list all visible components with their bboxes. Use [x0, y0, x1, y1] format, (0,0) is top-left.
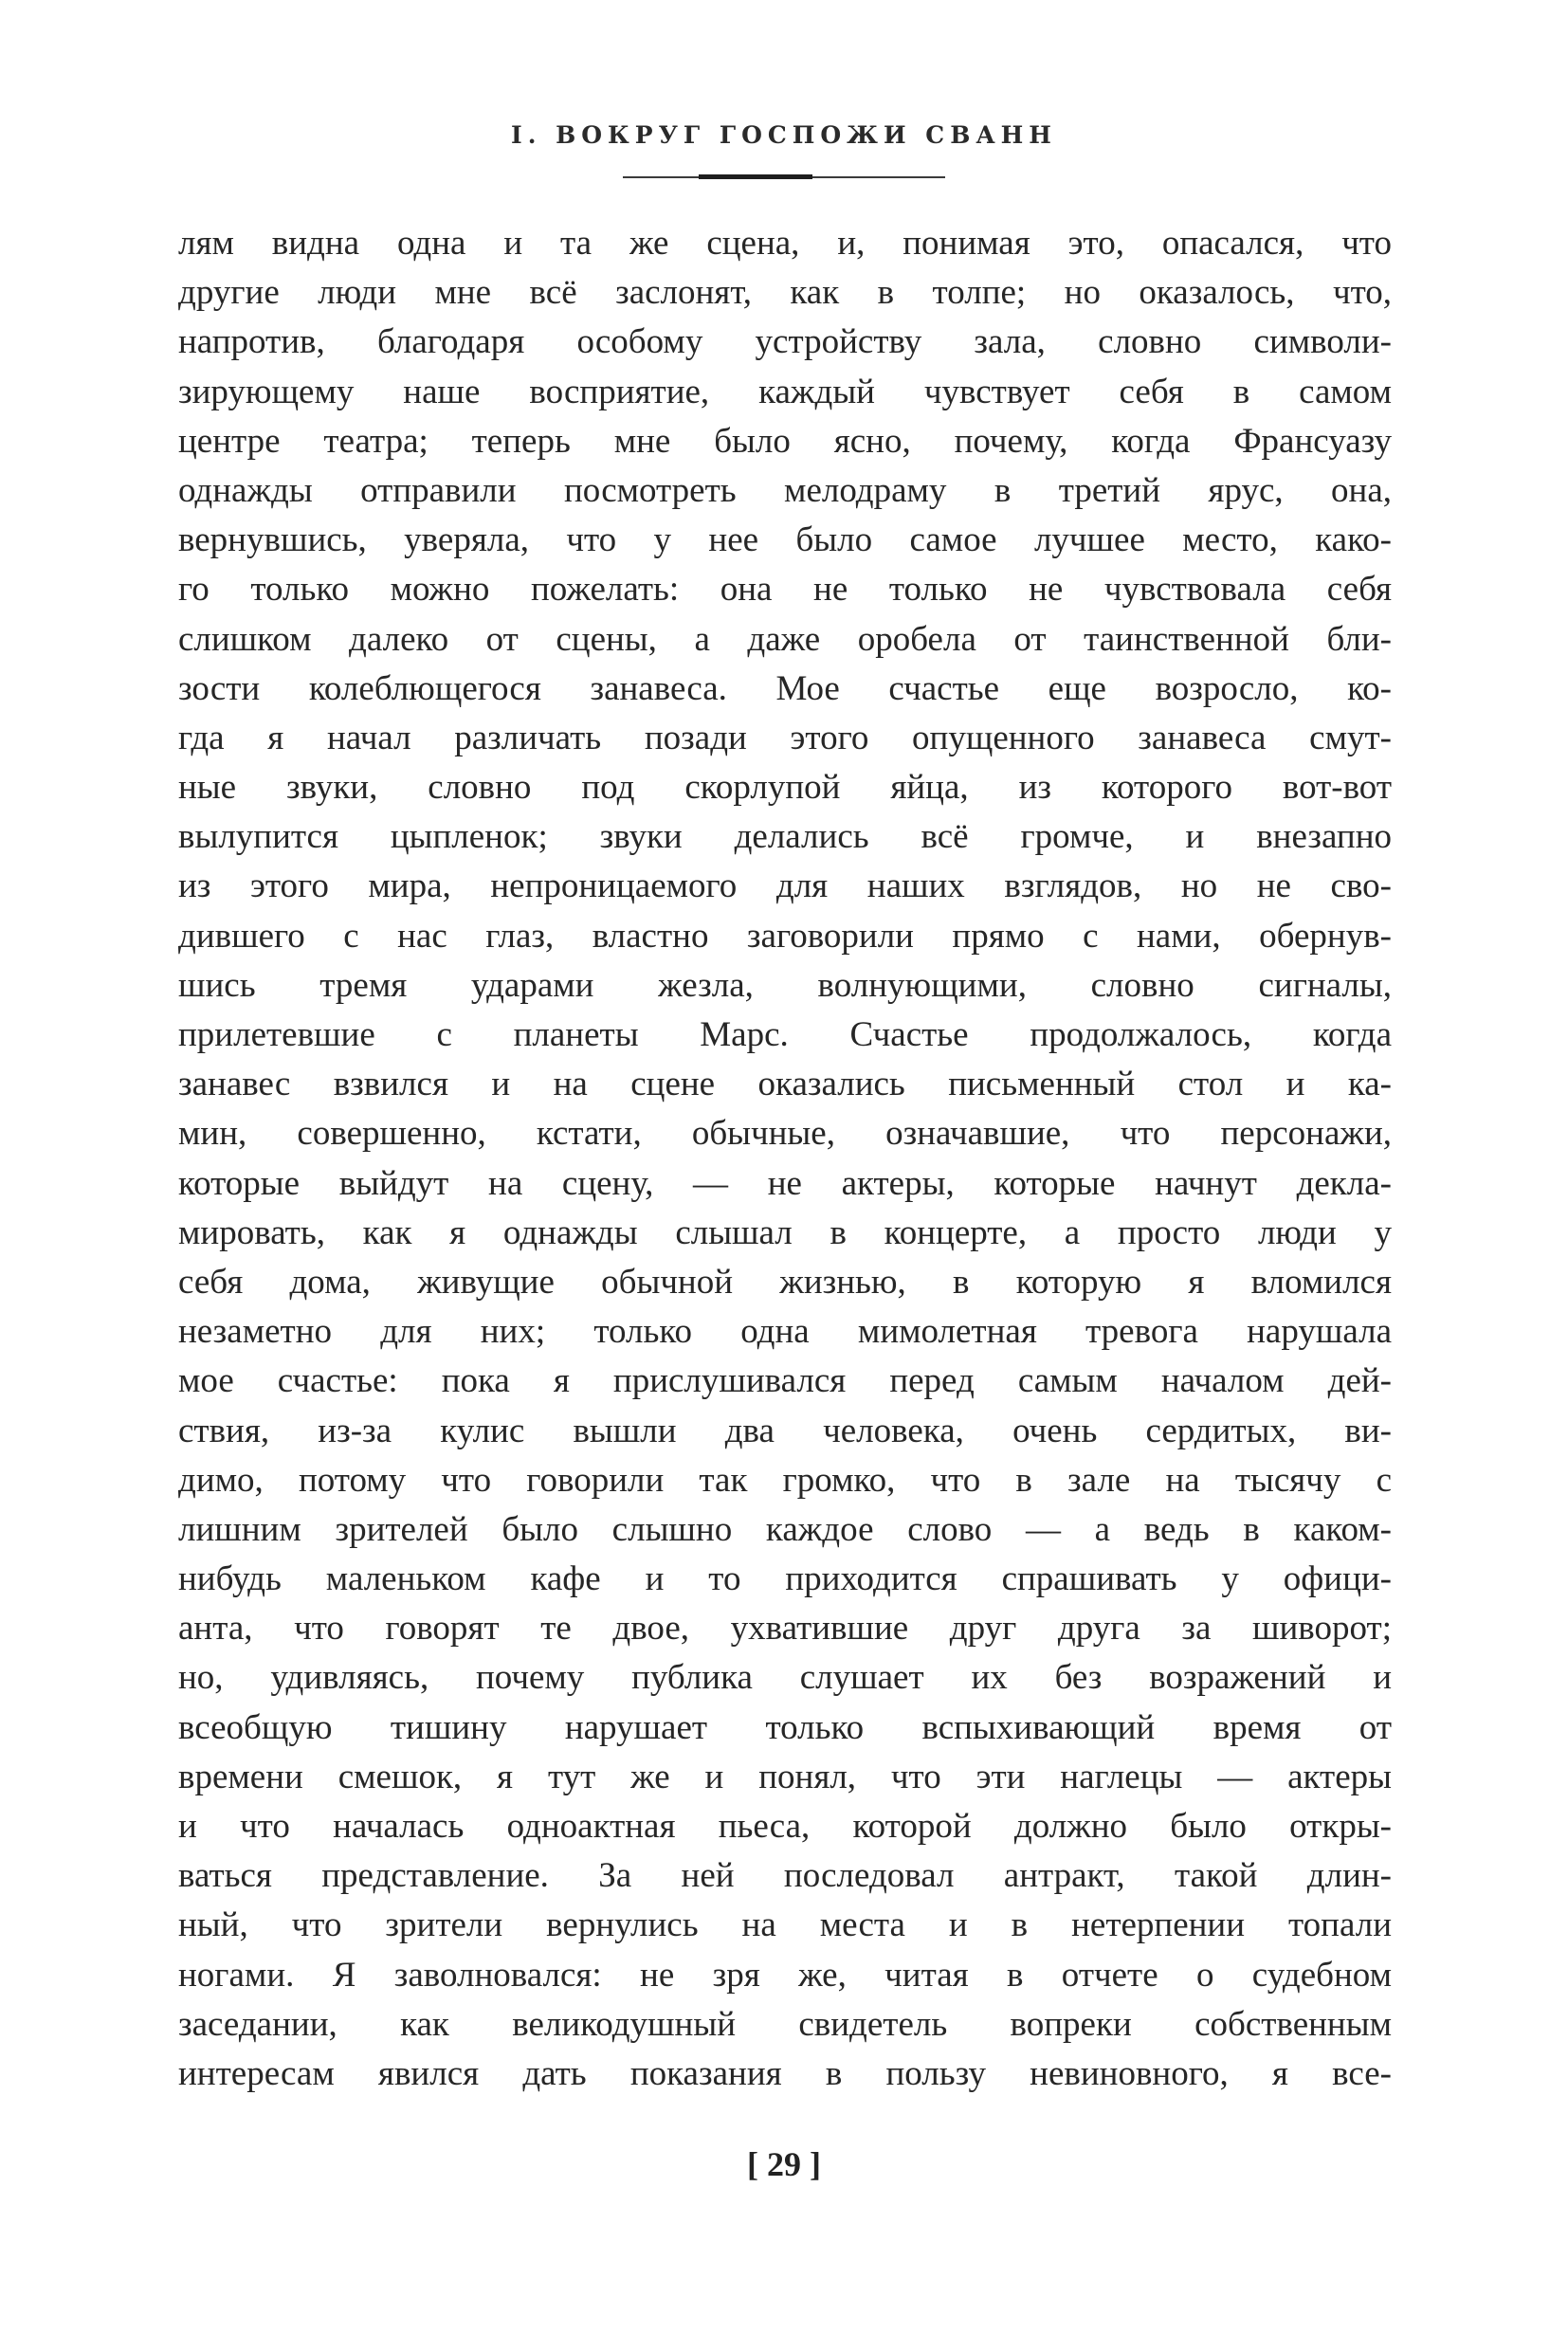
text-line: себя дома, живущие обычной жизнью, в которую я вломился	[178, 1262, 1392, 1302]
text-line: незаметно для них; только одна мимолетная тревога нарушала	[178, 1312, 1392, 1352]
text-line: всеобщую тишину нарушает только вспыхивающий время от	[178, 1707, 1392, 1747]
text-line: лям видна одна и та же сцена, и, понимая это, опасался, что	[178, 224, 1392, 263]
text-line: центре театра; теперь мне было ясно, почему, когда Франсуазу	[178, 421, 1392, 461]
body-text	[178, 219, 1392, 2099]
text-line: напротив, благодаря особому устройству зала, словно символи-	[178, 322, 1392, 362]
text-line: из этого мира, непроницаемого для наших взглядов, но не сво-	[178, 866, 1392, 906]
text-line: ваться представление. За ней последовал антракт, такой длин-	[178, 1856, 1392, 1896]
text-line: вылупится цыпленок; звуки делались всё громче, и внезапно	[178, 817, 1392, 857]
text-line: мировать, как я однажды слышал в концерте, а просто люди у	[178, 1212, 1392, 1252]
text-line: и что началась одноактная пьеса, которой должно было откры-	[178, 1807, 1392, 1846]
header-rule-accent	[699, 174, 812, 179]
text-line: другие люди мне всё заслонят, как в толпе; но оказалось, что,	[178, 273, 1392, 313]
text-line: заседании, как великодушный свидетель вопреки собственным	[178, 2004, 1392, 2044]
text-line: интересам явился дать показания в пользу невиновного, я все-	[178, 2053, 1392, 2093]
text-line: зирующему наше восприятие, каждый чувствует себя в самом	[178, 372, 1392, 411]
text-line: нибудь маленьком кафе и то приходится спрашивать у офици-	[178, 1559, 1392, 1599]
text-line: дившего с нас глаз, властно заговорили прямо с нами, обернув-	[178, 916, 1392, 956]
text-line: шись тремя ударами жезла, волнующими, словно сигналы,	[178, 965, 1392, 1005]
text-line: которые выйдут на сцену, — не актеры, которые начнут декла-	[178, 1163, 1392, 1203]
text-line: времени смешок, я тут же и понял, что эти наглецы — актеры	[178, 1757, 1392, 1796]
page-number: [ 29 ]	[747, 2145, 821, 2183]
text-line: прилетевшие с планеты Марс. Счастье продолжалось, когда	[178, 1015, 1392, 1054]
running-header: I. ВОКРУГ ГОСПОЖИ СВАНН	[511, 121, 1057, 149]
text-line: однажды отправили посмотреть мелодраму в третий ярус, она,	[178, 470, 1392, 510]
text-line: мое счастье: пока я прислушивался перед самым началом дей-	[178, 1361, 1392, 1401]
text-line: зости колеблющегося занавеса. Мое счастье еще возросло, ко-	[178, 668, 1392, 708]
text-line: но, удивляясь, почему публика слушает их без возражений и	[178, 1658, 1392, 1698]
text-line: ный, что зрители вернулись на места и в нетерпении топали	[178, 1905, 1392, 1945]
text-line: мин, совершенно, кстати, обычные, означавшие, что персонажи,	[178, 1114, 1392, 1154]
text-line: анта, что говорят те двое, ухватившие друг друга за шиворот;	[178, 1609, 1392, 1649]
text-line: го только можно пожелать: она не только не чувствовала себя	[178, 570, 1392, 610]
text-line: занавес взвился и на сцене оказались письменный стол и ка-	[178, 1065, 1392, 1104]
text-line: гда я начал различать позади этого опущенного занавеса смут-	[178, 718, 1392, 757]
text-line: слишком далеко от сцены, а даже оробела от таинственной бли-	[178, 619, 1392, 659]
text-line: вернувшись, уверяла, что у нее было самое лучшее место, како-	[178, 520, 1392, 560]
text-line: ногами. Я заволновался: не зря же, читая в отчете о судебном	[178, 1955, 1392, 1995]
text-line: ствия, из-за кулис вышли два человека, очень сердитых, ви-	[178, 1411, 1392, 1450]
text-line: лишним зрителей было слышно каждое слово — а ведь в каком-	[178, 1509, 1392, 1549]
text-line: димо, потому что говорили так громко, что в зале на тысячу с	[178, 1460, 1392, 1500]
text-line: ные звуки, словно под скорлупой яйца, из которого вот-вот	[178, 768, 1392, 808]
